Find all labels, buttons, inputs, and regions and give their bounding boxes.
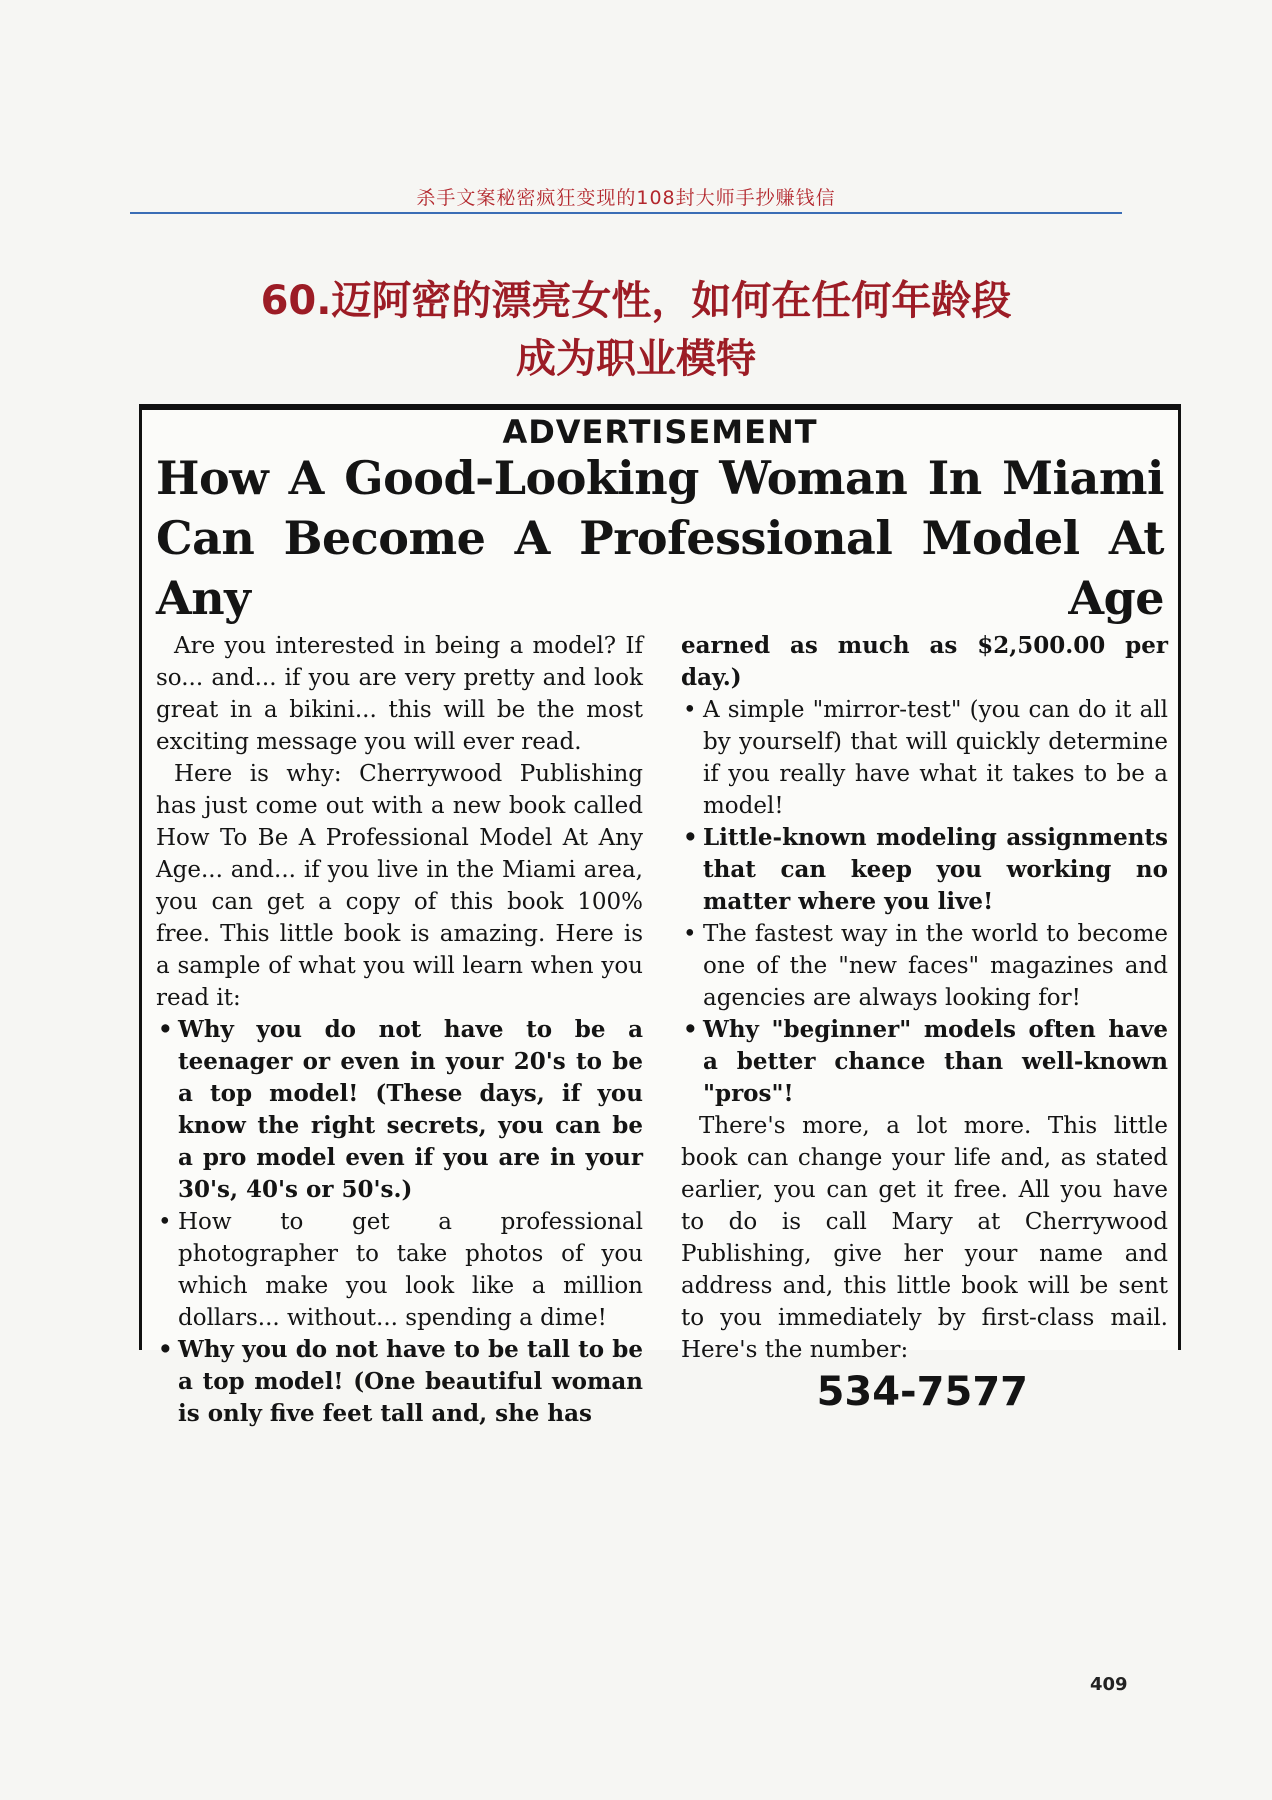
advertisement-label: ADVERTISEMENT bbox=[502, 413, 818, 451]
ad-right-bullets bbox=[681, 694, 1168, 1110]
ad-bullet-assignments: • Little-known modeling assignments that can keep you working no matter where you live! bbox=[681, 822, 1168, 918]
ad-bullet-age: • Why you do not have to be a teenager or even in your 20's to be a top model! (These days, if you know the right secrets, you can be a pro model even if you are in your 30's, 40's or 50's.) bbox=[156, 1014, 643, 1206]
ad-left-bullets bbox=[156, 1014, 643, 1430]
ad-intro-paragraph: Are you interested in being a model? If so... and... if you are very pretty and look great in a bikini... this will be the most exciting message you will ever read. bbox=[156, 633, 643, 755]
chapter-title-line-1: 60.迈阿密的漂亮女性，如何在任何年龄段 bbox=[260, 278, 1012, 324]
advertisement-clipping bbox=[139, 404, 1181, 1427]
ad-body-paragraph: Here is why: Cherrywood Publishing has just come out with a new book called How To Be A Professional Model At Any Age... and... if you live in the Miami area, you can get a copy of this book 100% free. This little book is amazing. Here is a sample of what you will learn when you read it: bbox=[156, 761, 643, 1011]
page-number: 409 bbox=[1090, 1674, 1128, 1695]
ad-bullet-new-faces: • The fastest way in the world to become one of the "new faces" magazines and agencies are always looking for! bbox=[681, 918, 1168, 1014]
ad-bullet-mirror-test: • A simple "mirror-test" (you can do it all by yourself) that will quickly determine if you really have what it takes to be a model! bbox=[681, 694, 1168, 822]
ad-right-column bbox=[681, 630, 1168, 1430]
ad-left-column bbox=[156, 630, 643, 1430]
running-header: 杀手文案秘密疯狂变现的108封大师手抄赚钱信 bbox=[416, 187, 836, 209]
chapter-title bbox=[150, 272, 1122, 388]
ad-closing-paragraph: There's more, a lot more. This little book can change your life and, as stated earlier, you can get it free. All you have to do is call Mary at Cherrywood Publishing, give her your name and address and, this little book will be sent to you immediately by first-class mail. Here's the number: bbox=[681, 1113, 1168, 1363]
ad-bullet-height: • Why you do not have to be tall to be a top model! (One beautiful woman is only five feet tall and, she has bbox=[156, 1334, 643, 1430]
ad-continuation-text: earned as much as $2,500.00 per day.) bbox=[681, 632, 1168, 691]
ad-headline-line-1: How A Good-Looking Woman In Miami bbox=[156, 451, 1164, 505]
ad-headline-line-2: Can Become A Professional Model At Any Age bbox=[156, 511, 1164, 625]
ad-bullet-beginners: • Why "beginner" models often have a better chance than well-known "pros"! bbox=[681, 1014, 1168, 1110]
ad-bullet-photographer: • How to get a professional photographer to take photos of you which make you look like a million dollars... without... spending a dime! bbox=[156, 1206, 643, 1334]
header-divider bbox=[130, 212, 1122, 214]
ad-phone-number: 534-7577 bbox=[816, 1369, 1028, 1415]
ad-body-columns bbox=[142, 628, 1178, 1430]
chapter-title-line-2: 成为职业模特 bbox=[516, 336, 756, 382]
